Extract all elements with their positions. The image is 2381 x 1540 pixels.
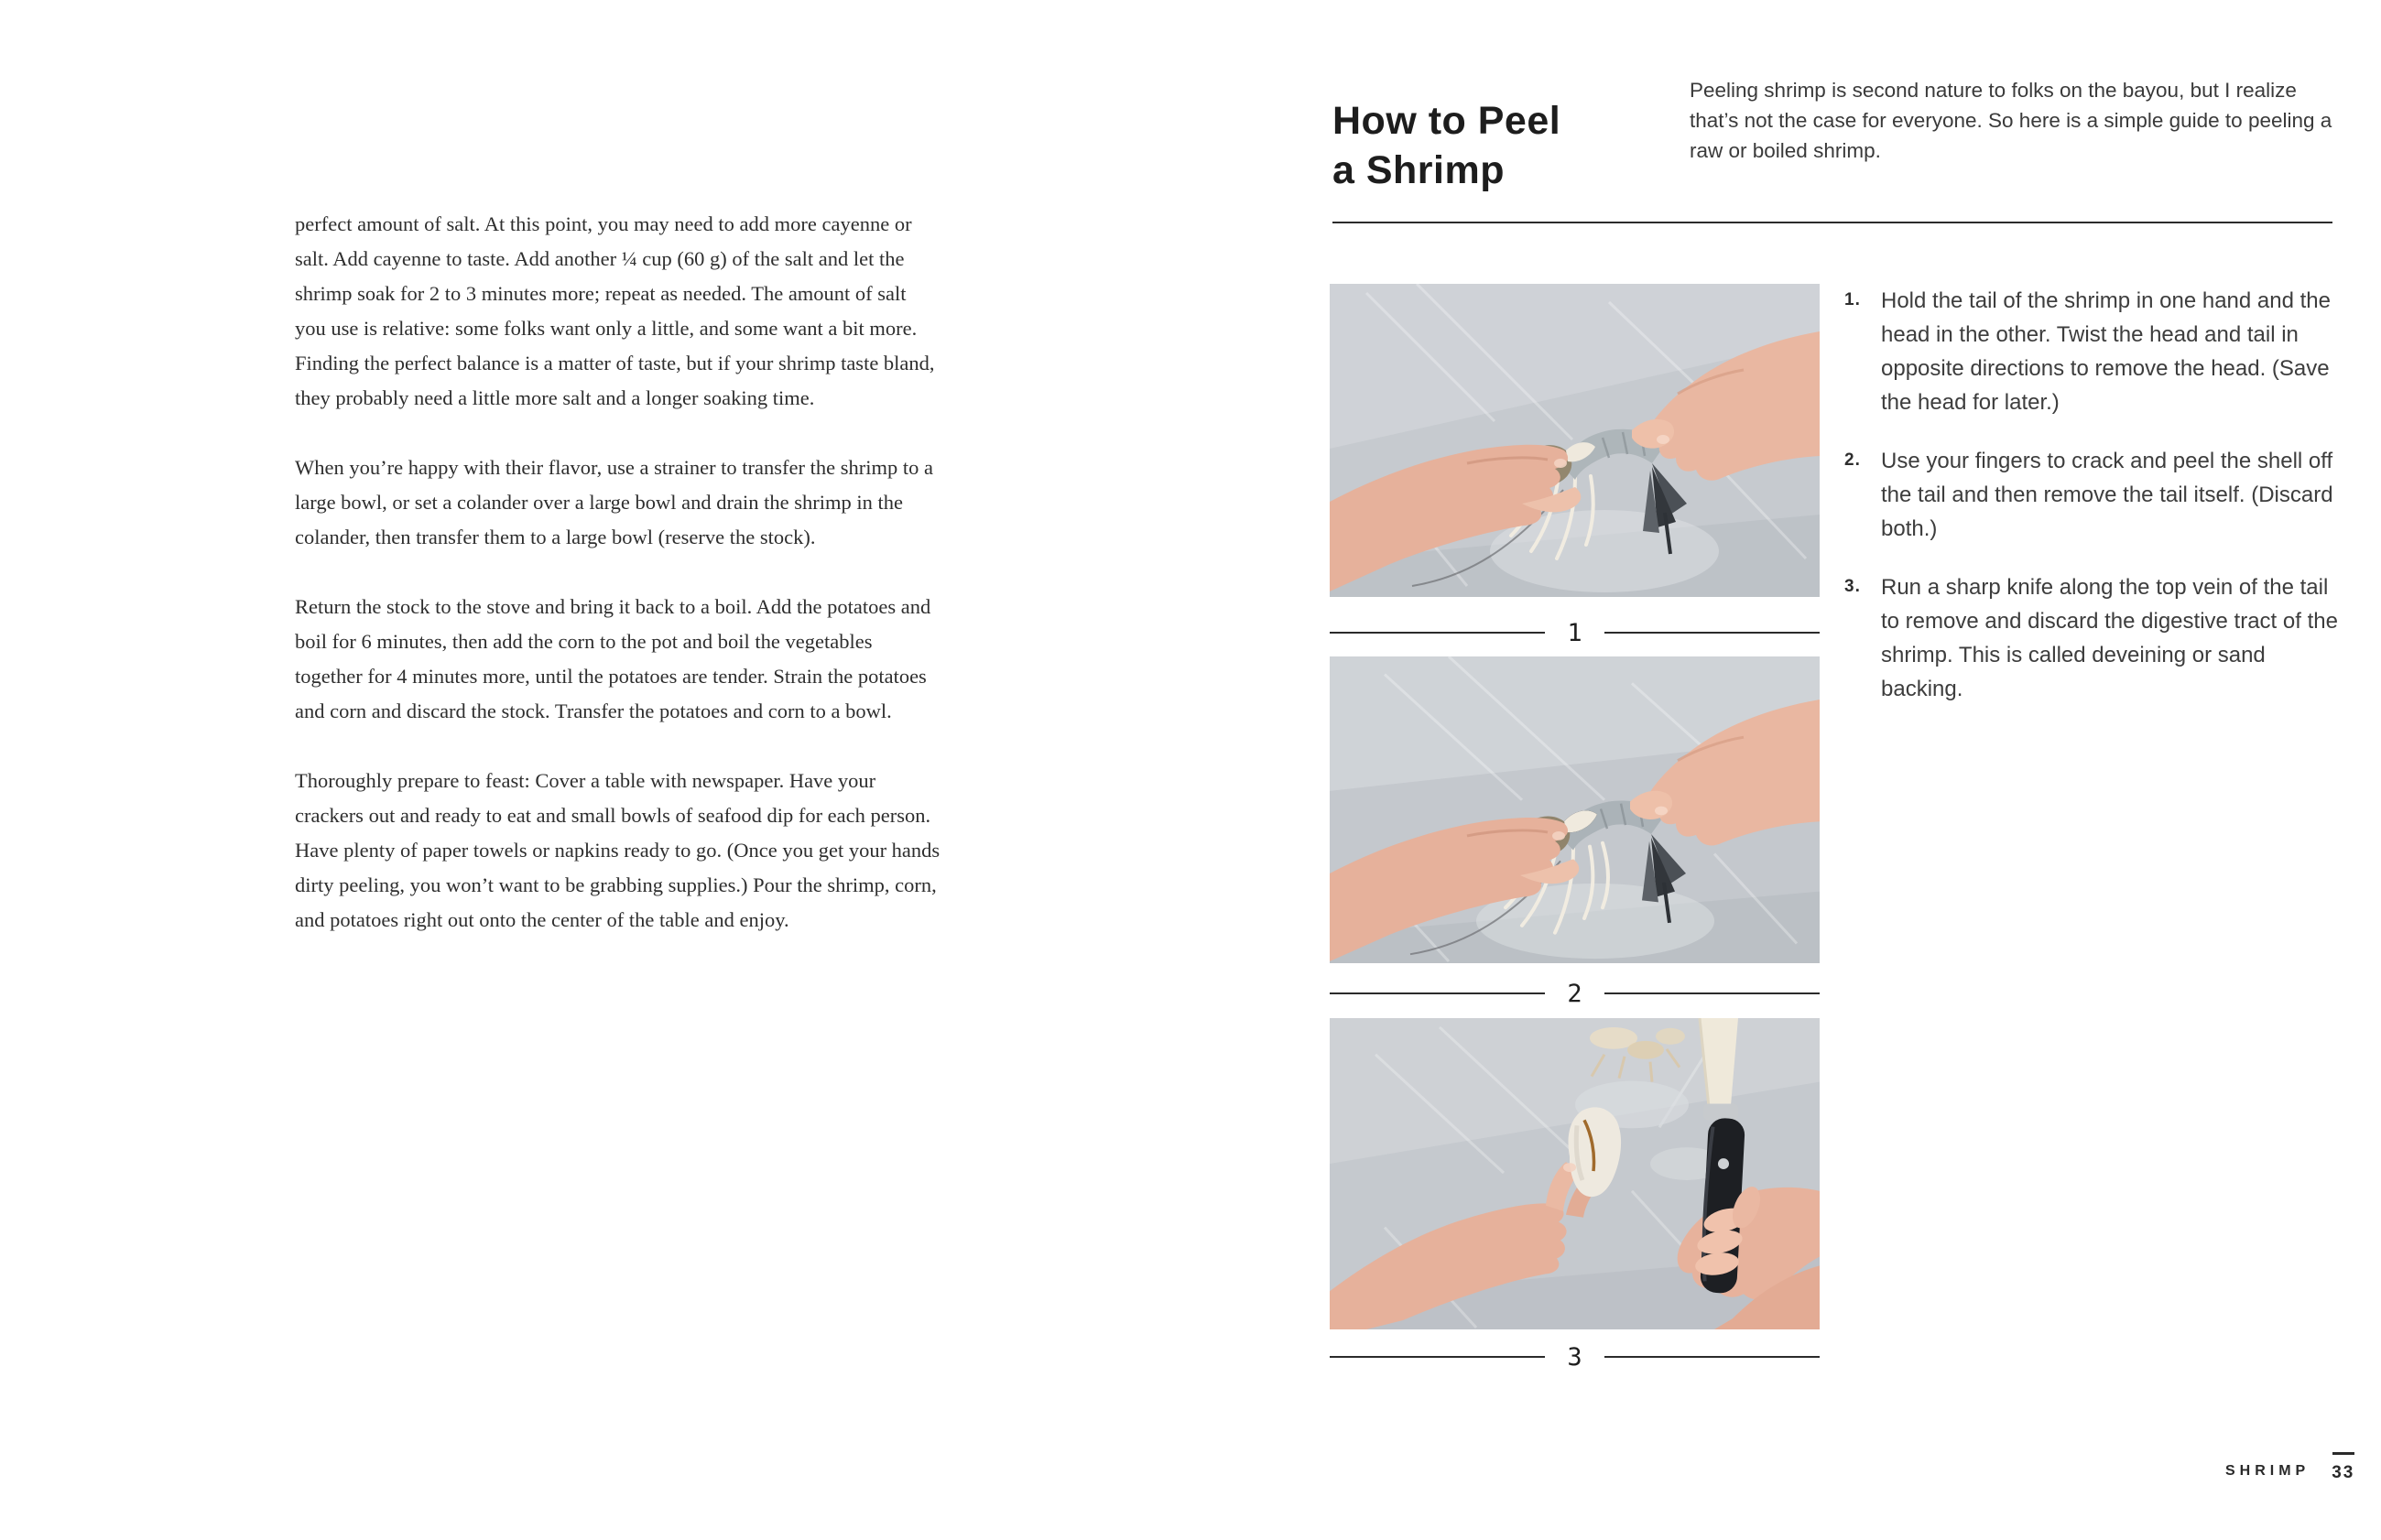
step-2-text: Use your fingers to crack and peel the shell off the tail and then remove the tail itself. (Discard both.) <box>1881 449 2333 541</box>
caption-rule-left <box>1330 1356 1545 1358</box>
step-2 <box>1844 444 2339 546</box>
figure-3 <box>1330 1018 1820 1329</box>
page-title <box>1332 96 1662 195</box>
step-2-number: 2. <box>1844 450 1861 470</box>
step-3-text: Run a sharp knife along the top vein of the tail to remove and discard the digestive tract of the shrimp. This is called deveining or sand backing. <box>1881 575 2338 701</box>
header-divider-rule <box>1332 222 2332 223</box>
step-3 <box>1844 570 2339 706</box>
photo-twist-head-off-shrimp <box>1330 284 1820 597</box>
folio <box>2332 1452 2354 1481</box>
figure-3-caption <box>1330 1339 1820 1374</box>
page-number: 33 <box>2332 1463 2355 1482</box>
caption-rule-right <box>1604 992 1820 994</box>
paragraph-potatoes-corn: Return the stock to the stove and bring it back to a boil. Add the potatoes and boil for 6 minutes, then add the corn to the pot and boil the vegetables together for 4 minutes more, until the potatoes are tender. Strain the potatoes and corn and discard the stock. Transfer the potatoes and corn to a bowl. <box>295 595 931 722</box>
page-footer <box>2225 1452 2354 1481</box>
step-1 <box>1844 284 2339 419</box>
page-title-line2: a Shrimp <box>1332 147 1505 192</box>
caption-rule-left <box>1330 632 1545 634</box>
folio-dash <box>2332 1452 2354 1455</box>
footer-section-label: SHRIMP <box>2225 1463 2310 1479</box>
figure-1 <box>1330 284 1820 597</box>
paragraph-strain-shrimp: When you’re happy with their flavor, use a strainer to transfer the shrimp to a large bowl, or set a colander over a large bowl and drain the shrimp in the colander, then transfer them to a large bowl (reserve the stock). <box>295 456 933 548</box>
step-3-number: 3. <box>1844 577 1861 596</box>
step-1-number: 1. <box>1844 290 1861 309</box>
caption-rule-left <box>1330 992 1545 994</box>
peeling-steps-list <box>1844 284 2339 731</box>
knife-rivet <box>1718 1158 1729 1169</box>
figure-1-number: 1 <box>1567 618 1582 647</box>
page-title-line1: How to Peel <box>1332 98 1561 143</box>
photo-peel-shell-off-tail <box>1330 656 1820 963</box>
figure-2-number: 2 <box>1567 979 1582 1008</box>
knife-bolster <box>1703 1103 1738 1120</box>
intro-text: Peeling shrimp is second nature to folks on the bayou, but I realize that’s not the case for everyone. So here is a simple guide to peeling a raw or boiled shrimp. <box>1690 79 2332 162</box>
paragraph-salt-soak: perfect amount of salt. At this point, you may need to add more cayenne or salt. Add cayenne to taste. Add another ¼ cup (60 g) of the salt and let the shrimp soak for 2 to 3 minutes more; repeat as needed. The amount of salt you use is relative: some folks want only a little, and some want a bit more. Finding the perfect balance is a matter of taste, but if your shrimp taste bland, they probably need a little more salt and a longer soaking time. <box>295 212 935 409</box>
step-1-text: Hold the tail of the shrimp in one hand and the head in the other. Twist the head and tail in opposite directions to remove the head. (Save the head for later.) <box>1881 288 2331 415</box>
left-page-body-text <box>295 207 941 938</box>
figure-2 <box>1330 656 1820 963</box>
paragraph-prepare-feast: Thoroughly prepare to feast: Cover a table with newspaper. Have your crackers out and ready to eat and small bowls of seafood dip for each person. Have plenty of paper towels or napkins ready to go. (Once you get your hands dirty peeling, you won’t want to be grabbing supplies.) Pour the shrimp, corn, and potatoes right out onto the center of the table and enjoy. <box>295 769 940 931</box>
photo-devein-shrimp-with-knife <box>1330 1018 1820 1329</box>
figure-2-caption <box>1330 976 1820 1011</box>
figure-3-number: 3 <box>1567 1342 1582 1372</box>
caption-rule-right <box>1604 1356 1820 1358</box>
caption-rule-right <box>1604 632 1820 634</box>
figure-1-caption <box>1330 615 1820 650</box>
